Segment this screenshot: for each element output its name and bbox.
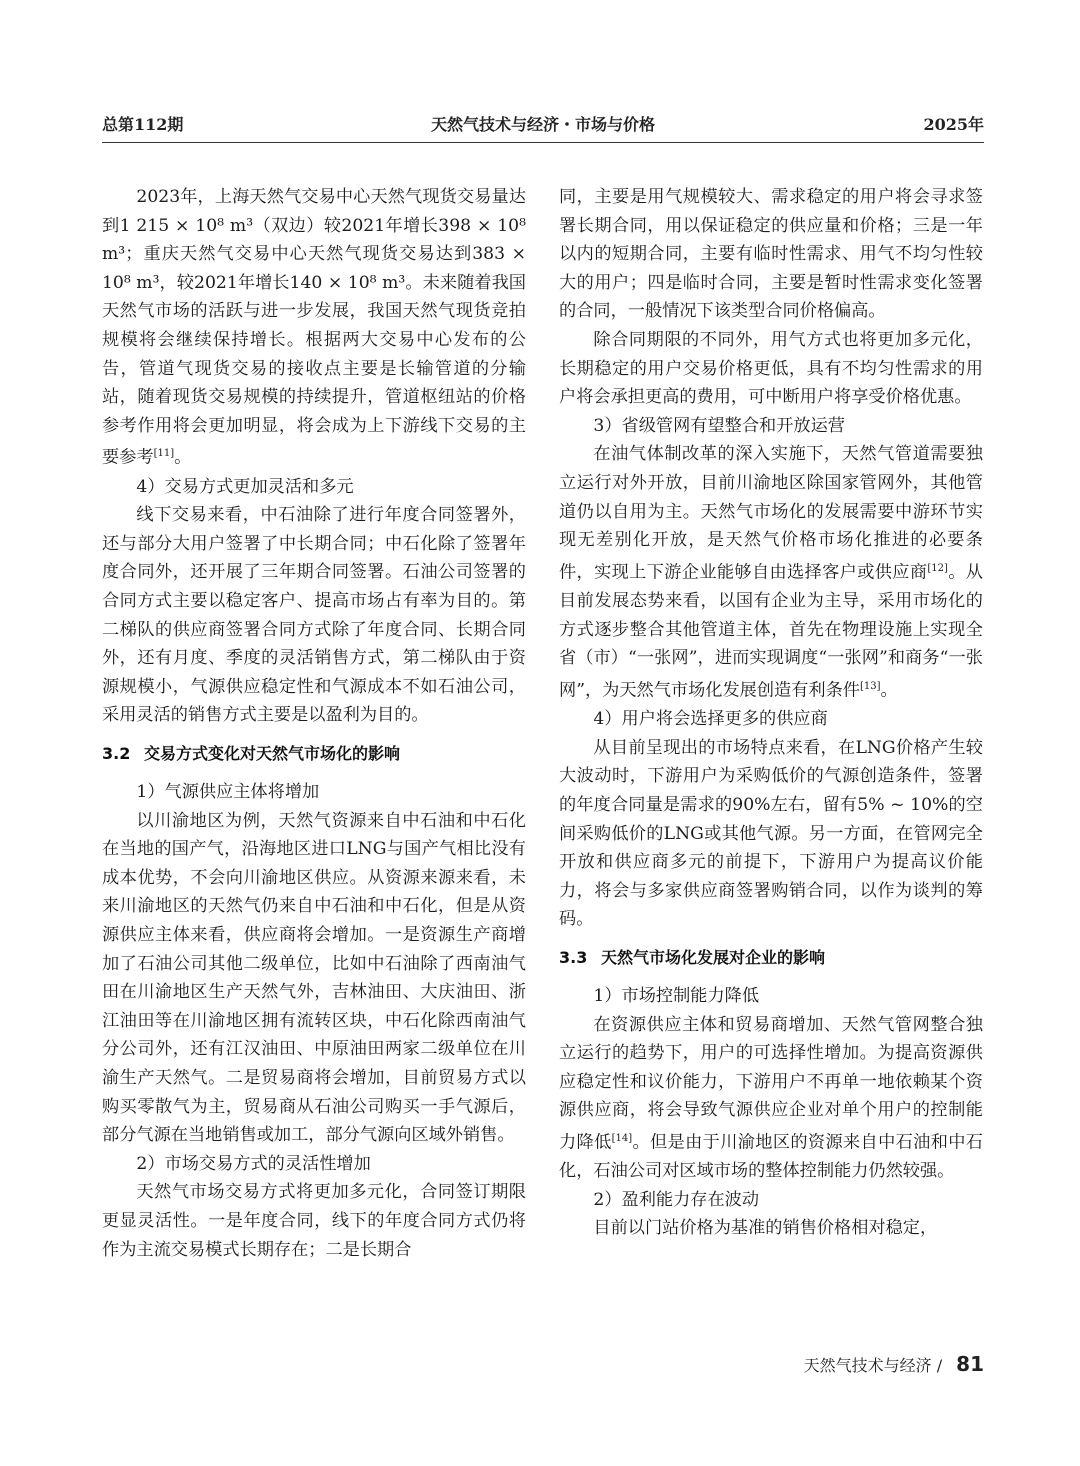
left-column [102,183,526,1264]
citation-ref: [13] [859,680,881,692]
subheading: 2）盈利能力存在波动 [593,1189,760,1210]
journal-section-title: 天然气技术与经济・市场与价格 [430,115,655,134]
subheading: 4）交易方式更加灵活和多元 [136,476,354,497]
subheading: 1）气源供应主体将增加 [136,782,320,803]
subheading: 1）市场控制能力降低 [593,985,760,1006]
subheading: 2）市场交易方式的灵活性增加 [136,1153,371,1174]
section-heading-3-3: 3.3 天然气市场化发展对企业的影响 [559,947,826,967]
paragraph: 除合同期限的不同外，用气方式也将更加多元化，长期稳定的用户交易价格更低，具有不均匀性需求的用户将会承担更高的费用，可中断用户将享受价格优惠。 [559,329,983,408]
paragraph: 目前以门站价格为基准的销售价格相对稳定， [593,1218,938,1239]
citation-ref: [11] [153,448,175,460]
paragraph: 在资源供应主体和贸易商增加、天然气管网整合独立运行的趋势下，用户的可选择性增加。为提高资源供应稳定性和议价能力，下游用户不再单一地依赖某个资源供应商，将会导致气源供应企业对单个用户的控制能力降低[14]。但是由于川渝地区的资源来自中石油和中石化，石油公司对区域市场的整体控制能力仍然较强。 [559,1014,983,1182]
paragraph: 2023年，上海天然气交易中心天然气现货交易量达到1 215 × 10⁸ m³（双边）较2021年增长398 × 10⁸ m³；重庆天然气交易中心天然气现货交易达到383 × 10⁸ m³，较2021年增长140 × 10⁸ m³。未来随着我国天然气市场的活跃与进一步发展，我国天然气现货竞拍规模将会继续保持增长。根据两大交易中心发布的公告，管道气现货交易的接收点主要是长输管道的分输站，随着现货交易规模的持续提升，管道枢纽站的价格参考作用将会更加明显，将会成为上下游线下交易的主要参考[11]。 [102,187,526,469]
citation-ref: [12] [927,562,948,574]
right-column [559,183,983,1243]
paragraph: 在油气体制改革的深入实施下，天然气管道需要独立运行对外开放，目前川渝地区除国家管网外，其他管道仍以自用为主。天然气市场化的发展需要中游环节实现无差别化开放，是天然气价格市场化推进的必要条件，实现上下游企业能够自由选择客户或供应商[12]。从目前发展态势来看，以国有企业为主导，采用市场化的方式逐步整合其他管道主体，首先在物理设施上实现全省（市）“一张网”，进而实现调度“一张网”和商务“一张网”，为天然气市场化发展创造有利条件[13]。 [559,444,983,701]
subheading: 3）省级管网有望整合和开放运营 [593,415,845,436]
citation-ref: [14] [611,1132,633,1144]
paragraph: 天然气市场交易方式将更加多元化，合同签订期限更显灵活性。一是年度合同，线下的年度合同方式仍将作为主流交易模式长期存在；二是长期合 [102,1182,526,1260]
header-divider [102,142,984,143]
paragraph: 以川渝地区为例，天然气资源来自中石油和中石化在当地的国产气，沿海地区进口LNG与国产气相比没有成本优势，不会向川渝地区供应。从资源来源来看，未来川渝地区的天然气仍来自中石油和中石化，但是从资源供应主体来看，供应商将会增加。一是资源生产商增加了石油公司其他二级单位，比如中石油除了西南油气田在川渝地区生产天然气外，吉林油田、大庆油田、浙江油田等在川渝地区拥有流转区块，中石化除西南油气分公司外，还有江汉油田、中原油田两家二级单位在川渝生产天然气。二是贸易商将会增加，目前贸易方式以购买零散气为主，贸易商从石油公司购买一手气源后，部分气源在当地销售或加工，部分气源向区域外销售。 [102,810,526,1146]
paragraph: 线下交易来看，中石油除了进行年度合同签署外，还与部分大用户签署了中长期合同；中石化除了签署年度合同外，还开展了三年期合同签署。石油公司签署的合同方式主要以稳定客户、提高市场占有率为目的。第二梯队的供应商签署合同方式除了年度合同、长期合同外，还有月度、季度的灵活销售方式，第二梯队由于资源规模小，气源供应稳定性和气源成本不如石油公司，采用灵活的销售方式主要是以盈利为目的。 [102,505,526,726]
page-footer [804,1352,984,1376]
publication-year: 2025年 [923,115,984,134]
paragraph: 从目前呈现出的市场特点来看，在LNG价格产生较大波动时，下游用户为采购低价的气源创造条件，签署的年度合同量是需求的90%左右，留有5% ~ 10%的空间采购低价的LNG或其他气源。另一方面，在管网完全开放和供应商多元的前提下，下游用户为提高议价能力，将会与多家供应商签署购销合同，以作为谈判的筹码。 [559,737,983,930]
issue-number: 总第112期 [102,115,184,134]
paragraph: 同，主要是用气规模较大、需求稳定的用户将会寻求签署长期合同，用以保证稳定的供应量和价格；三是一年以内的短期合同，主要有临时性需求、用气不均匀性较大的用户；四是临时合同，主要是暂时性需求变化签署的合同，一般情况下该类型合同价格偏高。 [559,187,983,322]
footer-journal-name: 天然气技术与经济 / [803,1356,943,1375]
running-header [102,112,984,142]
page-number: 81 [956,1352,984,1376]
section-heading-3-2: 3.2 交易方式变化对天然气市场化的影响 [102,744,401,764]
subheading: 4）用户将会选择更多的供应商 [593,709,828,730]
